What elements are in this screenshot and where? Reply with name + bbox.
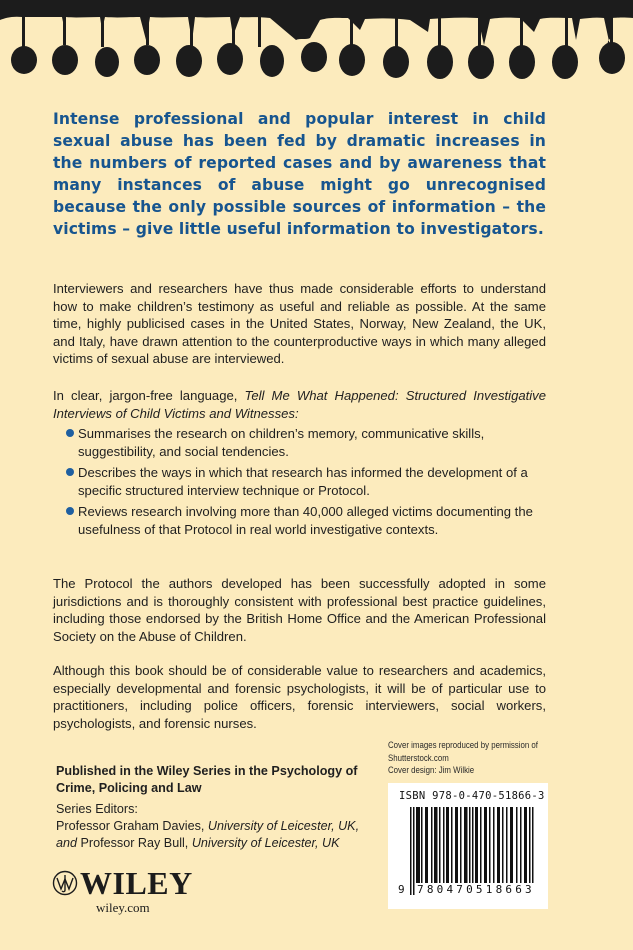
feature-list — [64, 425, 534, 542]
lead-paragraph: Intense professional and popular interest in child sexual abuse has been fed by dramatic increases in the numbers of reported cases and by awareness that many instances of abuse might go unrecognised because the only possible sources of information – the victims – give little useful information to investigators. — [53, 110, 546, 238]
series-editors-label: Series Editors: — [56, 802, 138, 816]
feature-text: Reviews research involving more than 40,000 alleged victims documenting the usefulness of that Protocol in real world investigative contexts. — [78, 504, 533, 537]
wiley-emblem-icon — [52, 870, 78, 896]
paragraph-book-intro — [53, 387, 546, 422]
editor-affiliation: University of Leicester, UK, — [207, 819, 360, 833]
series-editor-2 — [56, 835, 376, 852]
barcode-first-digit: 9 — [398, 883, 405, 896]
image-credit: Cover images reproduced by permission of — [388, 740, 538, 751]
paragraph-audience: Although this book should be of considerable value to researchers and academics, especially developmental and forensic psychologists, it will be of particular use to practitioners, including police officers, forensic interviewers, social workers, psychologists, and forensic nurses. — [53, 663, 546, 731]
book-title: Tell Me What Happened: Structured Investigative Interviews of Child Victims and Witnesses: — [53, 388, 547, 421]
publisher-url: wiley.com — [96, 900, 150, 915]
editor-affiliation: University of Leicester, UK — [191, 836, 340, 850]
bullet-icon — [66, 507, 74, 515]
isbn-barcode — [388, 783, 548, 909]
feature-list-item — [64, 425, 534, 460]
paragraph-interviewers: Interviewers and researchers have thus made considerable efforts to understand how to make children’s testimony as useful and reliable as possible. At the same time, highly publicised cases in the United States, Norway, New Zealand, the UK, and Italy, have drawn attention to the counterproductive ways in which many alleged victims of sexual abuse are interviewed. — [53, 281, 546, 366]
editor-name: Professor Graham Davies, — [56, 819, 208, 833]
paragraph-protocol: The Protocol the authors developed has been successfully adopted in some jurisdictions and is thoroughly consistent with professional best practice guidelines, including those endorsed by the British Home Office and the American Professional Society on the Abuse of Children. — [53, 576, 546, 644]
isbn-label: ISBN 978-0-470-51866-3 — [399, 790, 545, 802]
feature-list-item — [64, 503, 534, 538]
cover-credits — [388, 740, 585, 778]
series-heading: Published in the Wiley Series in the Psychology of Crime, Policing and Law — [56, 764, 358, 795]
design-credit: Cover design: Jim Wilkie — [388, 765, 475, 777]
series-editor-1 — [56, 818, 376, 835]
barcode-number: 780470518663 — [417, 883, 535, 896]
ink-drip-border — [0, 0, 633, 80]
barcode-bars — [410, 807, 534, 895]
bullet-icon — [66, 429, 74, 437]
feature-list-item — [64, 464, 534, 499]
bullet-icon — [66, 468, 74, 476]
feature-text: Summarises the research on children’s memory, communicative skills, suggestibility, and social tendencies. — [78, 426, 485, 459]
conjunction: and — [56, 836, 78, 850]
feature-text: Describes the ways in which that research has informed the development of a specific structured interview technique or Protocol. — [78, 465, 528, 498]
series-info — [56, 763, 376, 852]
editor-name: Professor Ray Bull, — [77, 836, 192, 850]
book-intro-prefix: In clear, jargon-free language, — [53, 388, 245, 403]
publisher-wordmark: WILEY — [80, 865, 193, 901]
publisher-logo — [52, 865, 193, 918]
image-credit-source: Shutterstock.com — [388, 752, 449, 764]
